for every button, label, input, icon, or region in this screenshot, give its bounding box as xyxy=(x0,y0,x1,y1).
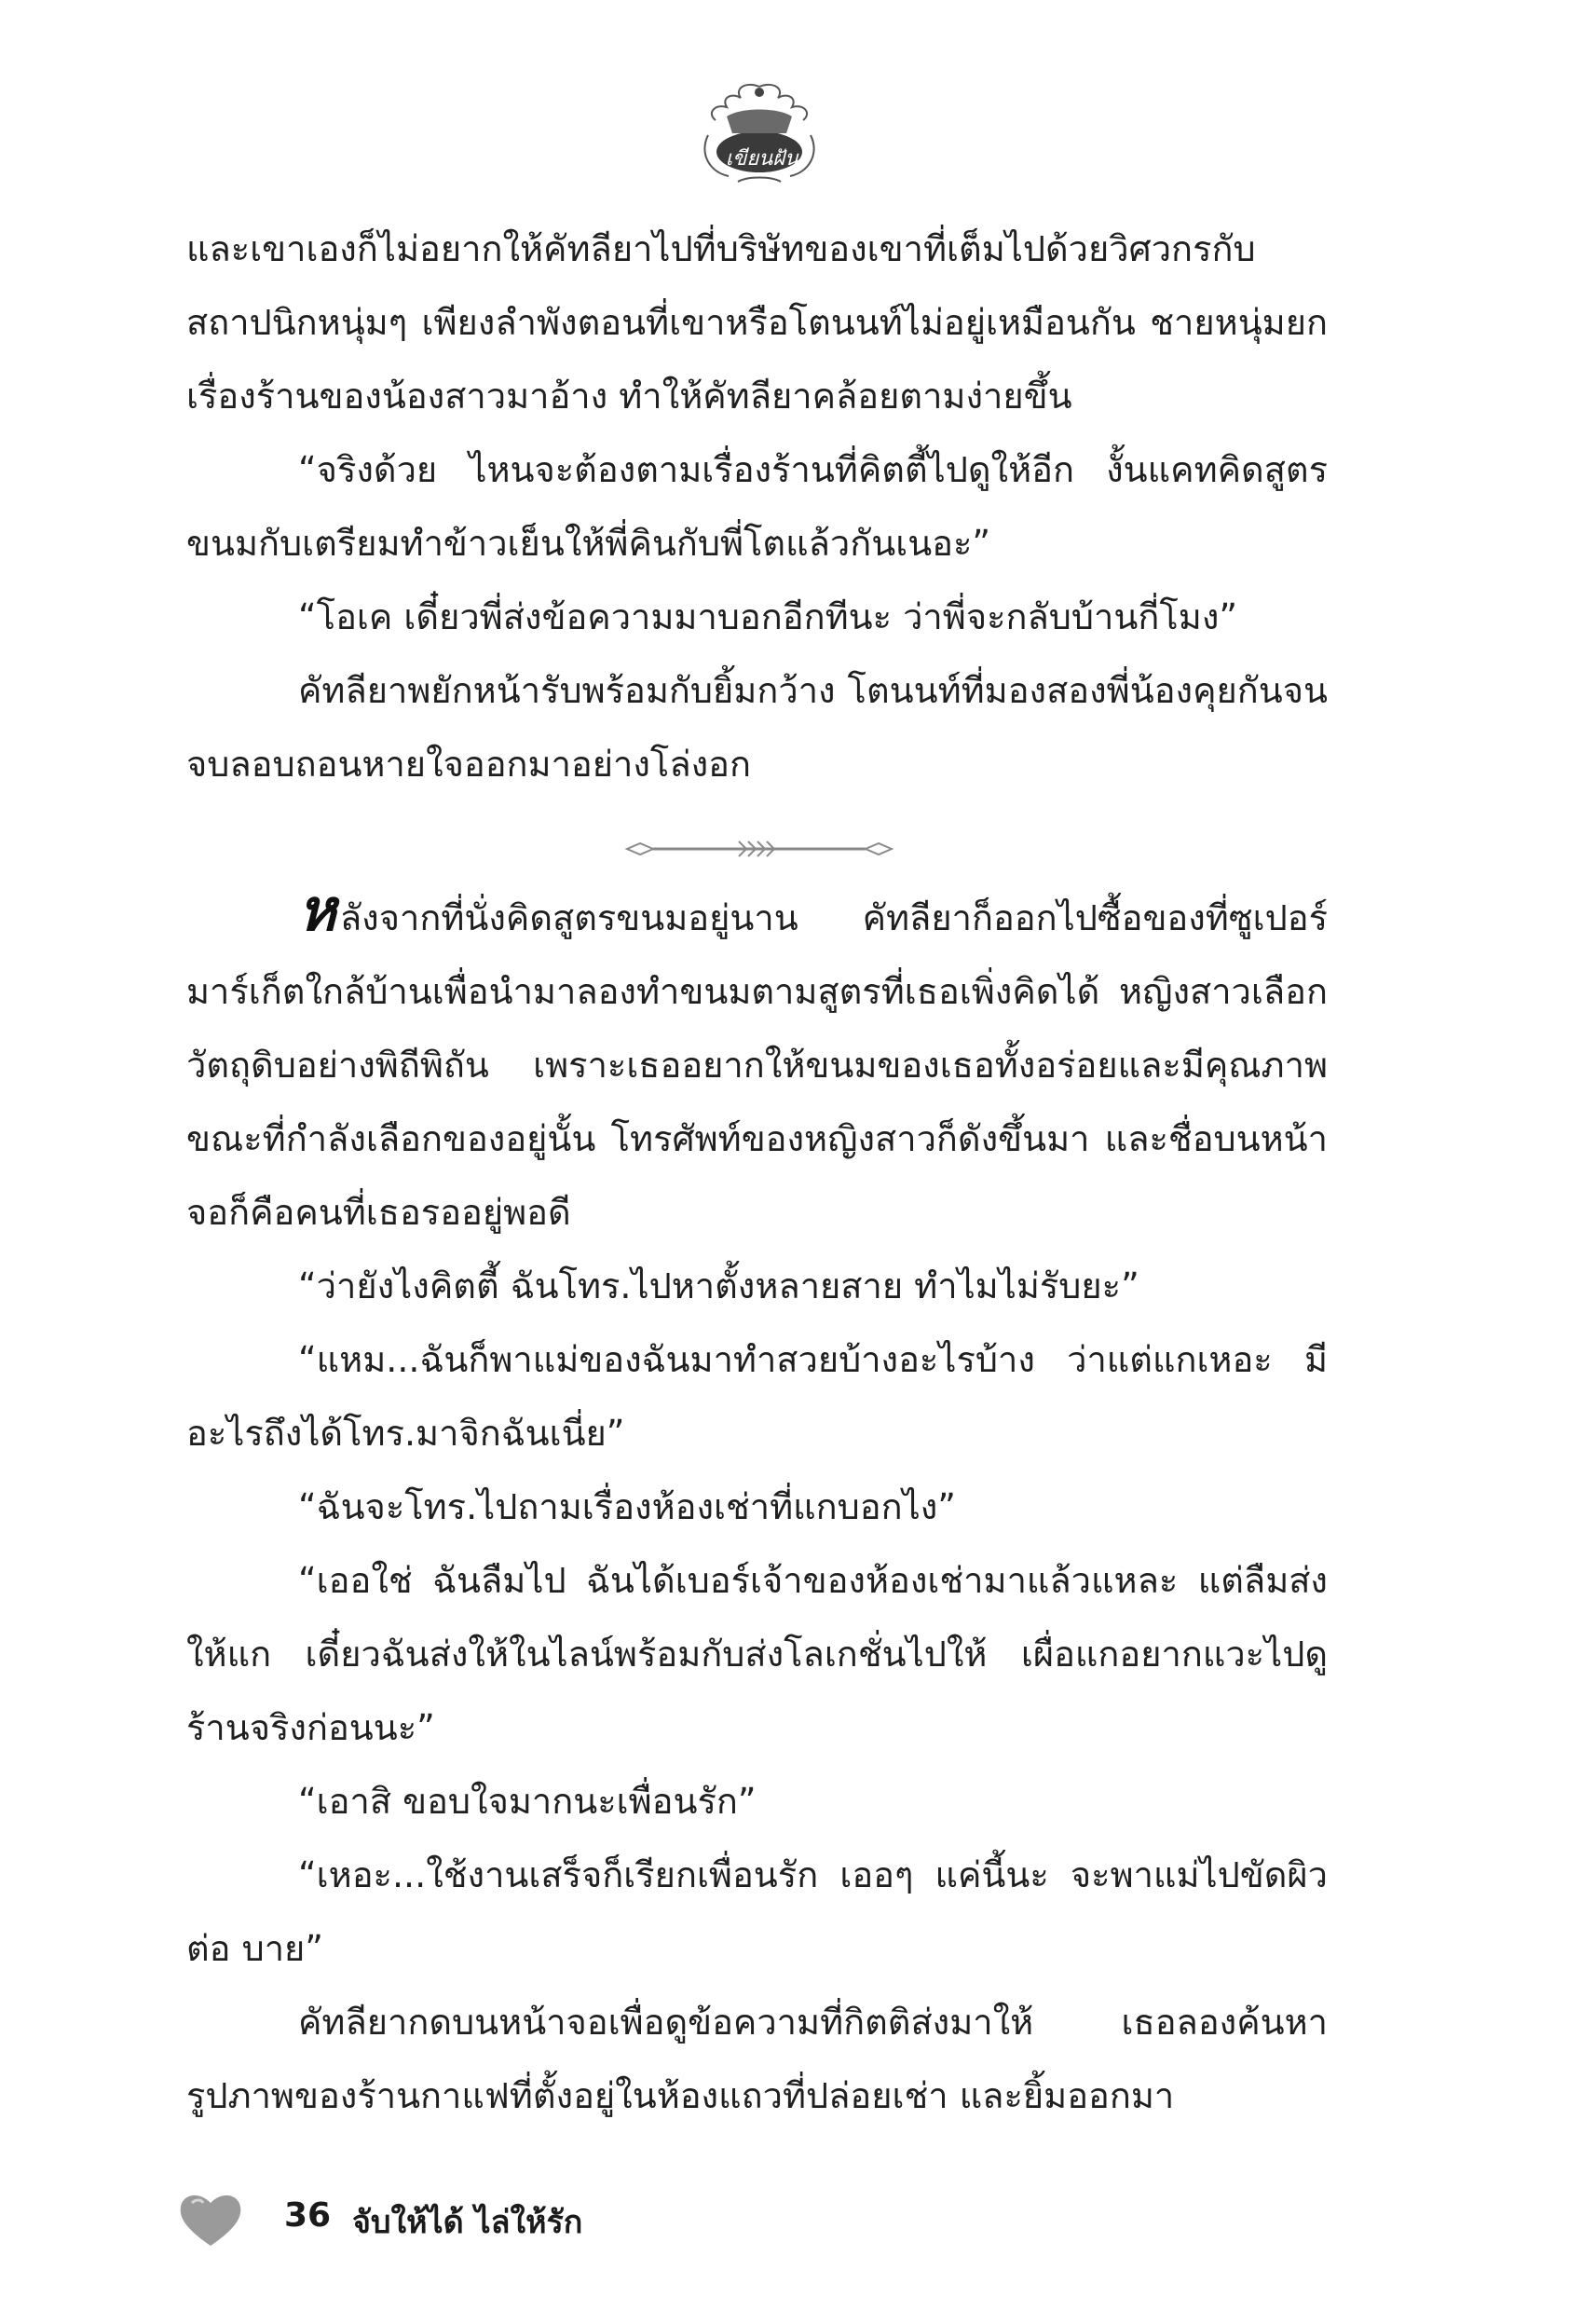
paragraph: “ว่ายังไงคิตตี้ ฉันโทร.ไปหาตั้งหลายสาย ทำไมไม่รับยะ” xyxy=(298,1265,1139,1306)
paragraph: “เอาสิ ขอบใจมากนะเพื่อนรัก” xyxy=(298,1781,757,1822)
first-paragraph-text: ลังจากที่นั่งคิดสูตรขนมอยู่นาน คัทลียาก็ออกไปซื้อของที่ซูเปอร์มาร์เก็ตใกล้บ้านเพื่อนำมาลองทำขนมตามสูตรที่เธอเพิ่งคิดได้ หญิงสาวเลือกวัตถุดิบอย่างพิถีพิถัน เพราะเธออยากให้ขนมของเธอทั้งอร่อยและมีคุณภาพ ขณะที่กำลังเลือกของอยู่นั้น โทรศัพท์ของหญิงสาวก็ดังขึ้นมา และชื่อบนหน้าจอก็คือคนที่เธอรออยู่พอดี xyxy=(186,897,1328,1233)
heart-icon xyxy=(177,2190,244,2249)
page-number: 36 xyxy=(284,2196,332,2235)
paragraph: “เออใช่ ฉันลืมไป ฉันได้เบอร์เจ้าของห้องเช่ามาแล้วแหละ แต่ลืมส่งให้แก เดี๋ยวฉันส่งให้ในไลน์พร้อมกับส่งโลเกชั่นไปให้ เผื่อแกอยากแวะไปดูร้านจริงก่อนนะ” xyxy=(186,1560,1328,1748)
paragraph: “แหม...ฉันก็พาแม่ของฉันมาทำสวยบ้างอะไรบ้าง ว่าแต่แกเหอะ มีอะไรถึงได้โทร.มาจิกฉันเนี่ย” xyxy=(186,1339,1328,1454)
paragraph: “ฉันจะโทร.ไปถามเรื่องห้องเช่าที่แกบอกไง” xyxy=(298,1486,956,1527)
drop-letter: ห xyxy=(298,876,336,944)
paragraph: คัทลียากดบนหน้าจอเพื่อดูข้อความที่กิตติส่งมาให้ เธอลองค้นหารูปภาพของร้านกาแฟที่ตั้งอยู่ในห้องแถวที่ปล่อยเช่า และยิ้มออกมา xyxy=(186,2002,1328,2116)
emblem-text: เขียนฝัน xyxy=(725,147,799,171)
section-divider-icon xyxy=(620,834,899,864)
paragraph: “จริงด้วย ไหนจะต้องตามเรื่องร้านที่คิตตี้ไปดูให้อีก งั้นแคทคิดสูตรขนมกับเตรียมทำข้าวเย็นให้พี่คินกับพี่โตแล้วกันเนอะ” xyxy=(186,449,1328,564)
paragraph: คัทลียาพยักหน้ารับพร้อมกับยิ้มกว้าง โตนนท์ที่มองสองพี่น้องคุยกันจนจบลอบถอนหายใจออกมาอย่างโล่งอก xyxy=(186,670,1328,785)
paragraph: “เหอะ...ใช้งานเสร็จก็เรียกเพื่อนรัก เออๆ แค่นี้นะ จะพาแม่ไปขัดผิวต่อ บาย” xyxy=(186,1854,1328,1969)
text-section-2 xyxy=(186,876,1328,2133)
text-section-1 xyxy=(186,212,1328,801)
book-title: จับให้ได้ ไล่ให้รัก xyxy=(352,2204,583,2241)
first-paragraph xyxy=(186,876,1328,1250)
paragraph: “โอเค เดี๋ยวพี่ส่งข้อความมาบอกอีกทีนะ ว่าพี่จะกลับบ้านกี่โมง” xyxy=(298,596,1238,637)
paragraph: และเขาเองก็ไม่อยากให้คัทลียาไปที่บริษัทของเขาที่เต็มไปด้วยวิศวกรกับสถาปนิกหนุ่มๆ เพียงลำพังตอนที่เขาหรือโตนนท์ไม่อยู่เหมือนกัน ชายหนุ่มยกเรื่องร้านของน้องสาวมาอ้าง ทำให้คัทลียาคล้อยตามง่ายขึ้น xyxy=(186,228,1328,417)
